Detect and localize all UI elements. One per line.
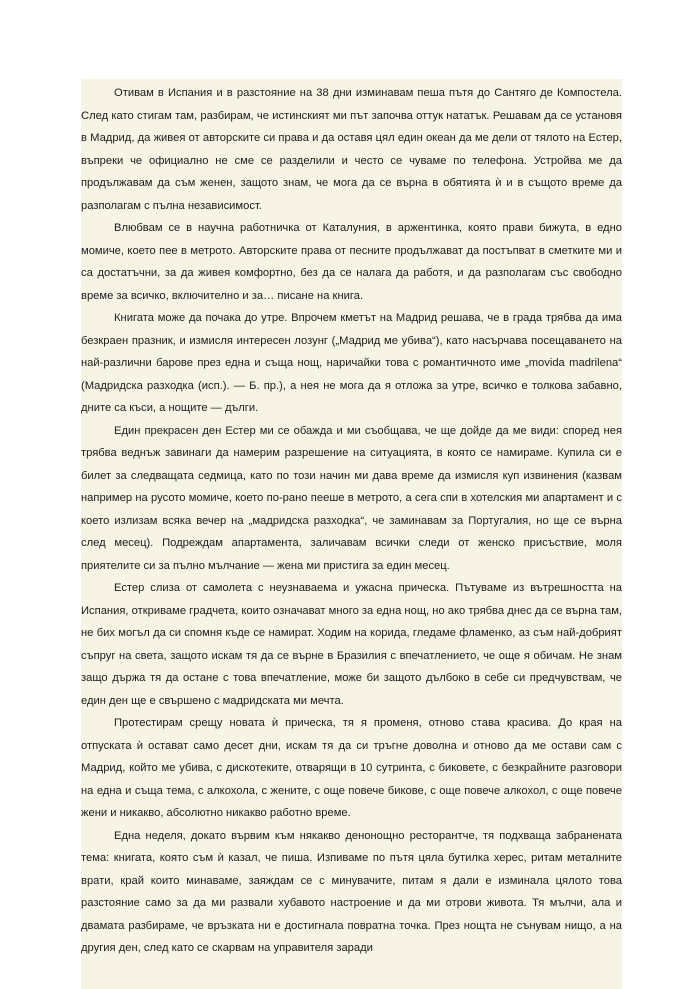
scanned-paper xyxy=(81,79,622,989)
paragraph: Една неделя, докато вървим към някакво денонощно ресторантче, тя подхваща забранената тема: книгата, която съм ѝ казал, че пиша. Изпиваме по пътя цяла бутилка херес, ритам металните врати, край които минаваме, заяждам се с минувачите, питам я дали е изминала цялото това разстояние само за да ми развали хубавото настроение и да ми отрови живота. Тя мълчи, ала и двамата разбираме, че връзката ни е достигнала повратна точка. През нощта не сънувам нищо, а на другия ден, след като се скарвам на управителя заради xyxy=(81,829,622,954)
paragraph: Един прекрасен ден Естер ми се обажда и ми съобщава, че ще дойде да ме види: според нея трябва веднъж завинаги да намерим разрешение на ситуацията, в която се намираме. Купила си е билет за следващата седмица, като по този начин ми дава време да измисля куп извинения (казвам например на русото момиче, което по-рано пееше в метрото, а сега спи в хотелския ми апартамент и с което излизам всяка вечер на „мадридска разходка“, че заминавам за Португалия, но ще се върна след месец). Подреждам апартамента, заличавам всички следи от женско присъствие, моля приятелите си за пълно мълчание — жена ми пристига за един месец. xyxy=(81,424,622,572)
paragraph: Протестирам срещу новата ѝ прическа, тя я променя, отново става красива. До края на отпуската ѝ остават само десет дни, искам тя да си тръгне доволна и отново да ме остави сам с Мадрид, който ме убива, с дискотеките, отварящи в 10 сутринта, с биковете, с безкрайните разговори на една и съща тема, с алкохола, с жените, с още повече бикове, с още повече алкохол, с още повече жени и никакво, абсолютно никакво работно време. xyxy=(81,717,622,819)
paragraph: Книгата може да почака до утре. Впрочем кметът на Мадрид решава, че в града трябва да има безкраен празник, и измисля интересен лозунг („Мадрид ме убива“), като насърчава посещаването на най-различни барове през една и съща нощ, наричайки това с романтичното име „movida madrilena“ (Мадридска разходка (исп.). — Б. пр.), а нея не мога да я отложа за утре, всичко е толкова забавно, дните са къси, а нощите — дълги. xyxy=(81,312,622,414)
paragraph: Естер слиза от самолета с неузнаваема и ужасна прическа. Пътуваме из вътрешността на Испания, откриваме градчета, които означават много за една нощ, но ако трябва днес да се върна там, не бих могъл да си спомня къде се намират. Ходим на корида, гледаме фламенко, аз съм най-добрият съпруг на света, защото искам тя да се върне в Бразилия с впечатлението, че още я обичам. Не знам защо държа тя да остане с това впечатление, може би защото дълбоко в себе си предчувствам, че един ден ще е свършено с мадридската ми мечта. xyxy=(81,582,622,707)
paragraph: Влюбвам се в научна работничка от Каталуния, в аржентинка, която прави бижута, в едно момиче, което пее в метрото. Авторските права от песните продължават да постъпват в сметките ми и са достатъчни, за да живея комфортно, без да се налага да работя, и да разполагам със свободно време за всичко, включително и за… писане на книга. xyxy=(81,222,622,302)
body-text xyxy=(81,82,622,960)
paragraph: Отивам в Испания и в разстояние на 38 дни изминавам пеша пътя до Сантяго де Компостела. След като стигам там, разбирам, че истинският ми път започва оттук нататък. Решавам да се установя в Мадрид, да живея от авторските си права и да оставя цял един океан да ме дели от тялото на Естер, въпреки че официално не сме се разделили и често се чуваме по телефона. Устройва ме да продължавам да съм женен, защото знам, че мога да се върна в обятията ѝ и в същото време да разполагам с пълна независимост. xyxy=(81,87,622,212)
